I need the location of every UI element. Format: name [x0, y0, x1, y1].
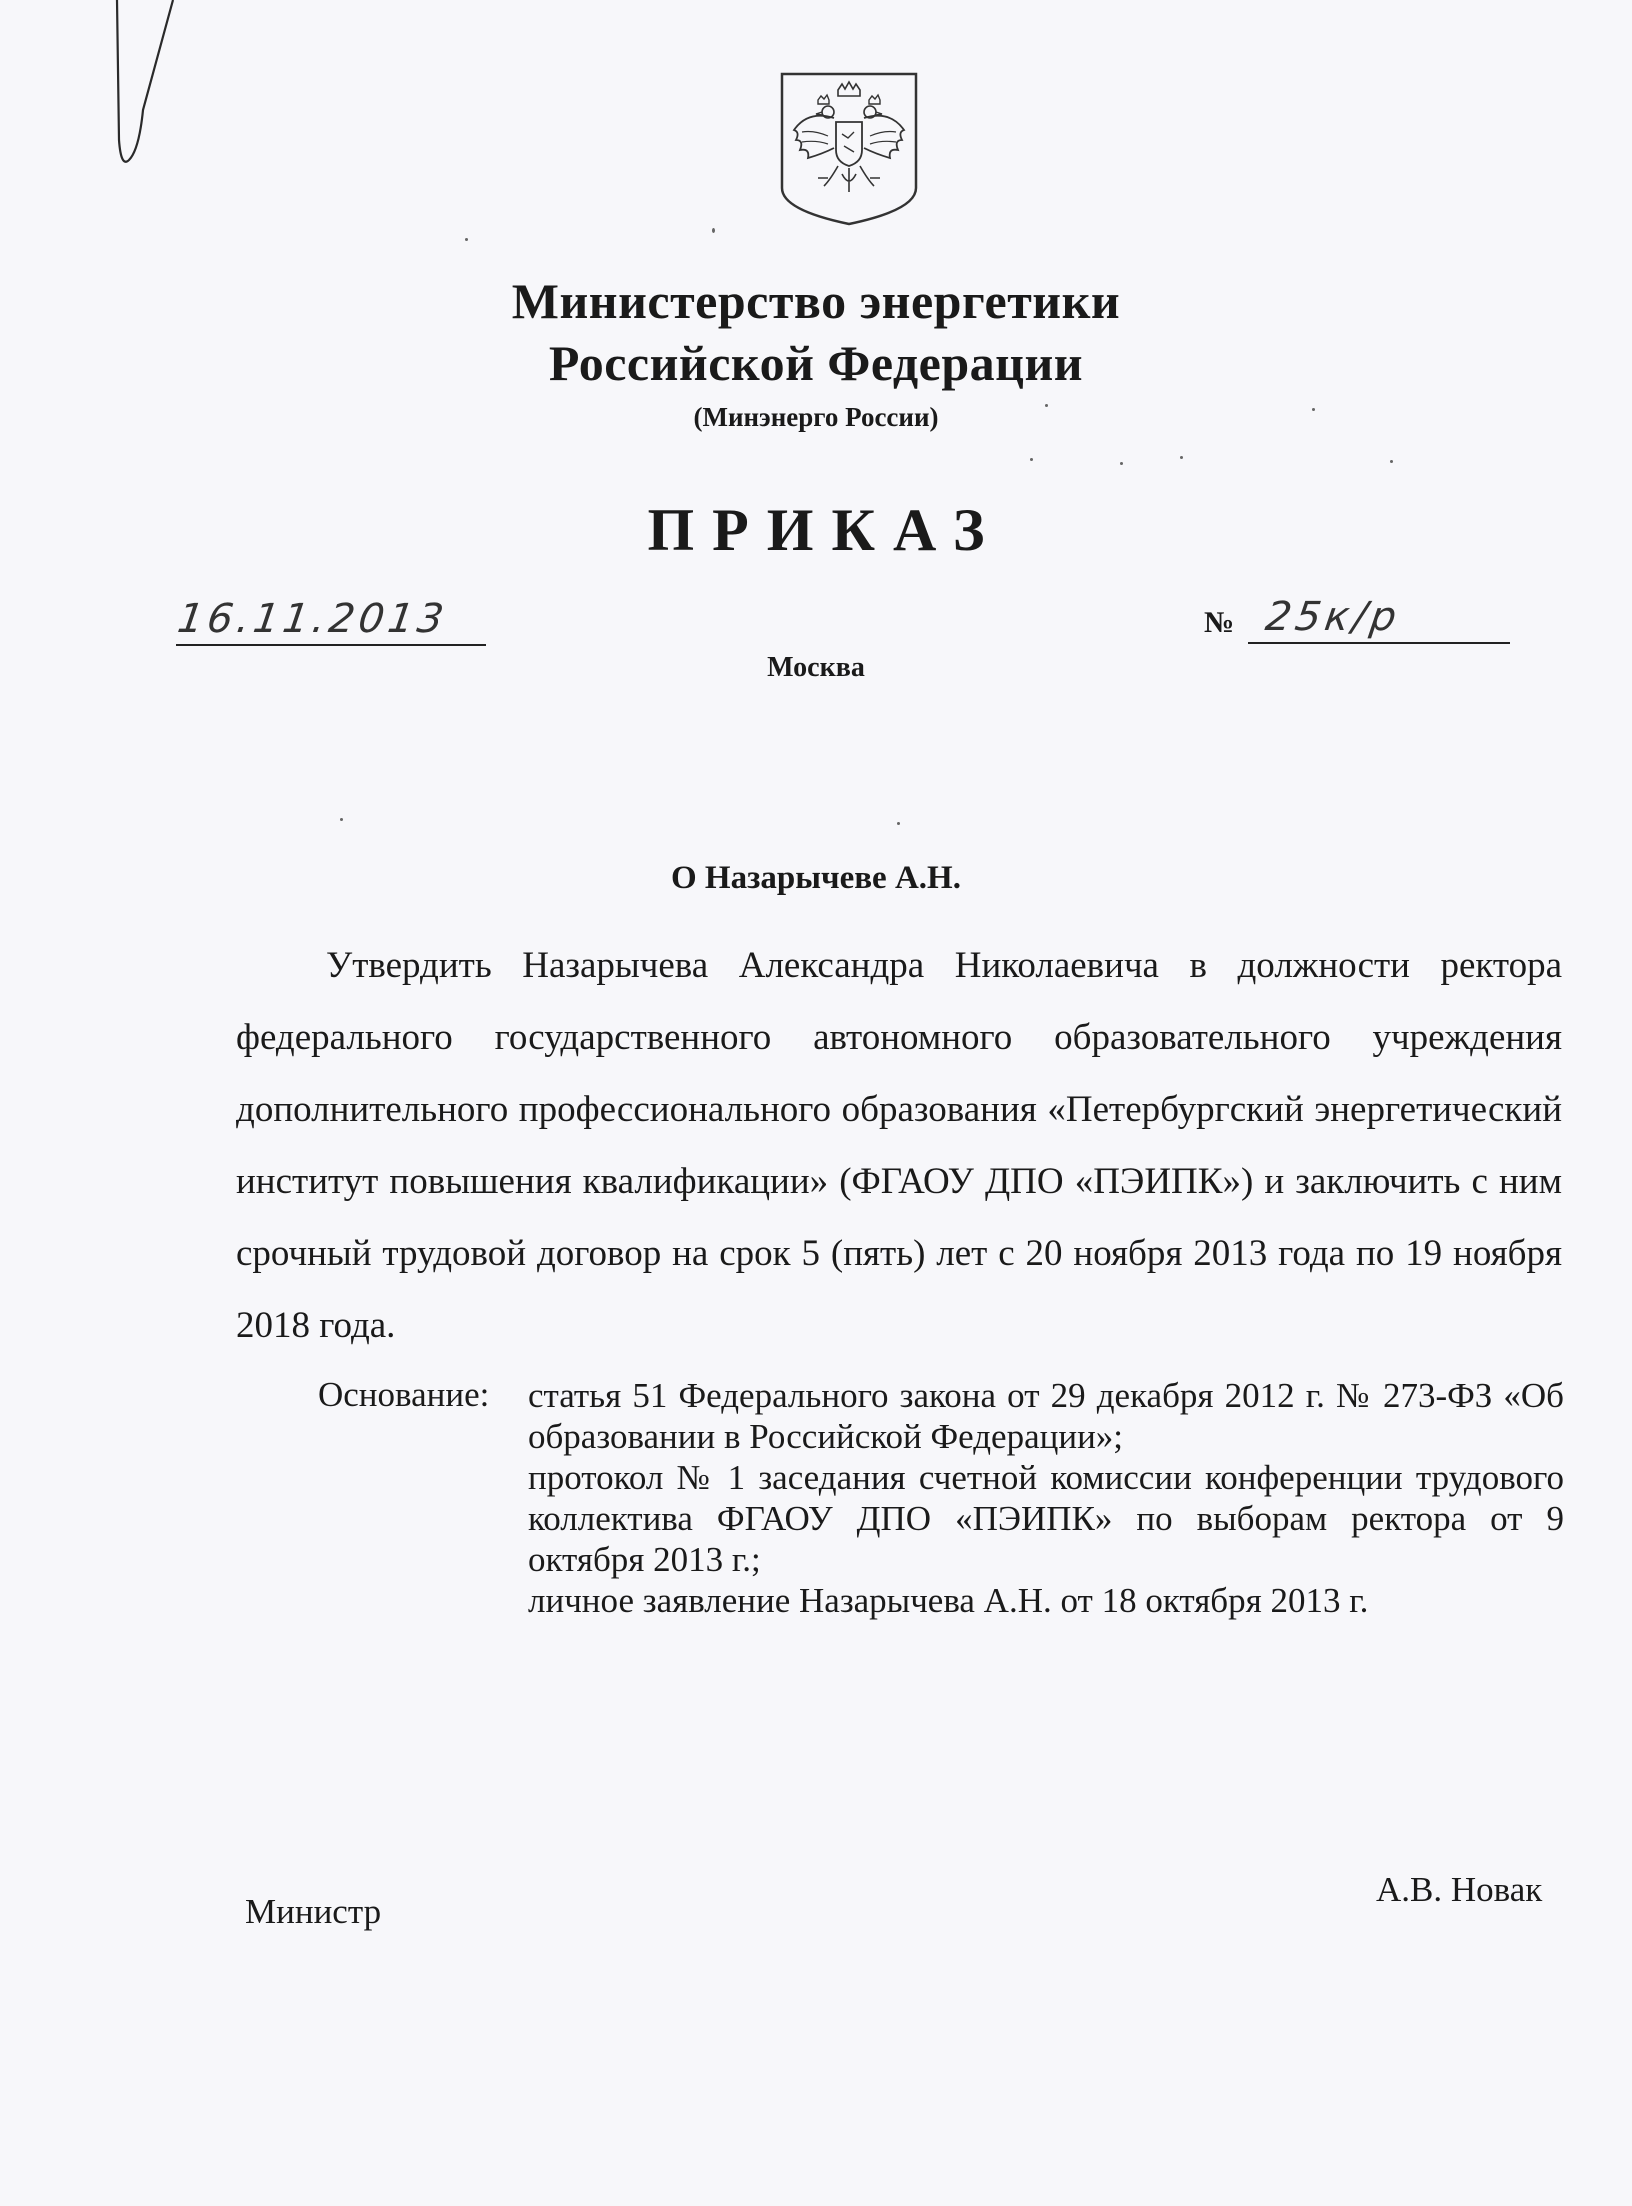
basis-label: Основание: [318, 1375, 490, 1414]
pencil-mark-icon [105, 0, 185, 180]
basis-list [528, 1375, 1564, 1621]
scan-speck [340, 818, 343, 821]
scan-speck [1312, 408, 1315, 411]
scan-speck [1390, 460, 1393, 463]
order-subject: О Назарычеве А.Н. [671, 860, 961, 896]
scan-speck [465, 238, 468, 241]
basis-item: протокол № 1 заседания счетной комиссии конференции трудового коллектива ФГАОУ ДПО «ПЭИПК» по выборам ректора от 9 октября 2013 г.; [528, 1458, 1564, 1579]
ministry-title [0, 270, 1632, 394]
order-number-field [1248, 594, 1510, 644]
scan-speck [897, 822, 900, 825]
signatory-name: А.В. Новак [1376, 1870, 1543, 1909]
ministry-short-name: (Минэнерго России) [693, 402, 939, 432]
basis-item: личное заявление Назарычева А.Н. от 18 октября 2013 г. [528, 1581, 1369, 1620]
scan-speck [712, 228, 715, 233]
order-date-field [176, 596, 486, 646]
ministry-title-line2: Российской Федерации [548, 335, 1084, 391]
scan-speck [1045, 404, 1048, 407]
signatory-role: Министр [245, 1892, 382, 1931]
scan-speck [1030, 458, 1033, 461]
document-type-heading: ПРИКАЗ [647, 497, 1003, 563]
coat-of-arms-icon [778, 70, 920, 228]
ministry-title-line1: Министерство энергетики [511, 273, 1121, 329]
order-date: 16.11.2013 [174, 596, 451, 642]
scan-speck [1120, 462, 1123, 465]
basis-item: статья 51 Федерального закона от 29 декабря 2012 г. № 273-ФЗ «Об образовании в Российской Федерации»; [528, 1376, 1564, 1456]
order-number: 25к/р [1262, 594, 1404, 640]
order-body-paragraph: Утвердить Назарычева Александра Николаевича в должности ректора федерального государственного автономного образовательного учреждения дополнительного профессионального образования «Петербургский энергетический институт повышения квалификации» (ФГАОУ ДПО «ПЭИПК») и заключить с ним срочный трудовой договор на срок 5 (пять) лет с 20 ноября 2013 года по 19 ноября 2018 года. [236, 945, 1562, 1346]
order-city: Москва [767, 652, 865, 683]
scan-speck [1180, 456, 1183, 459]
order-number-label: № [1204, 606, 1235, 639]
